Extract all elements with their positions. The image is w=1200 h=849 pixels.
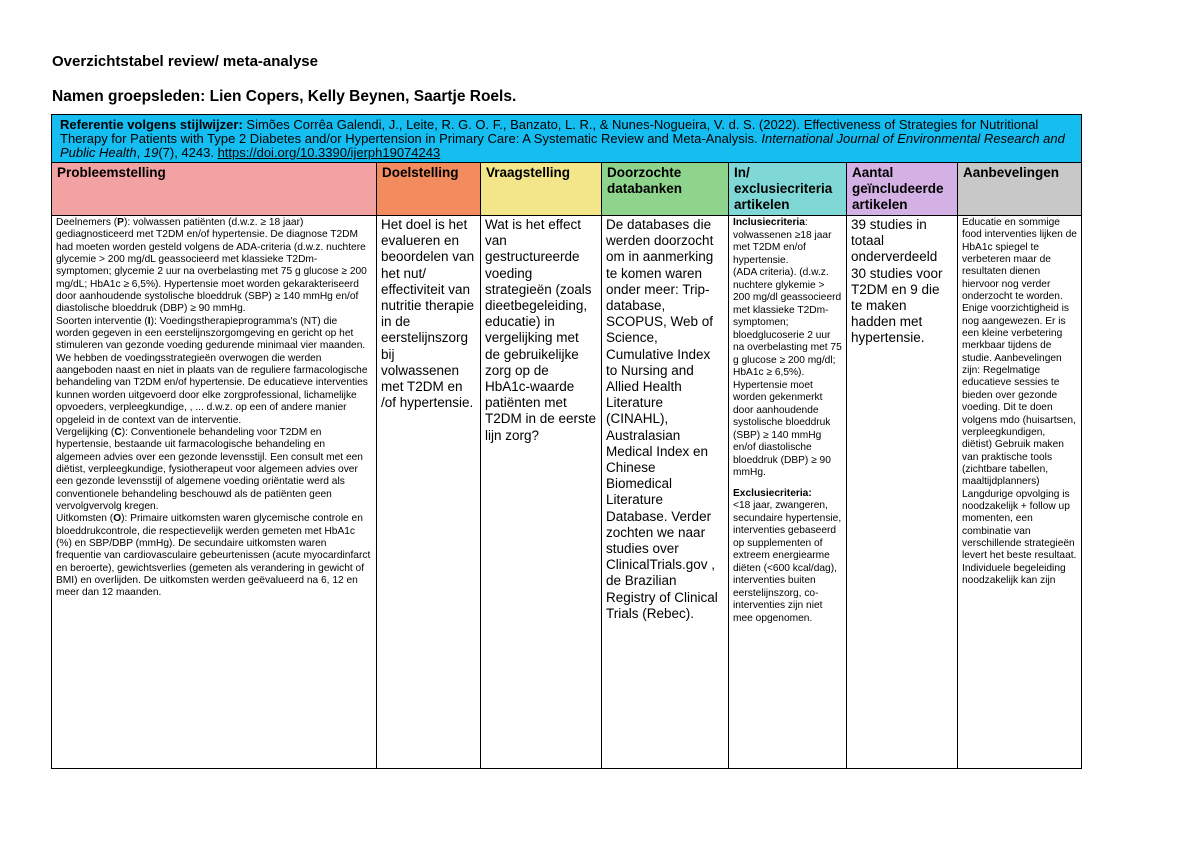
header-criteria: In/ exclusiecriteria artikelen bbox=[729, 163, 847, 216]
cell-aantal: 39 studies in totaal onderverdeeld 30 studies voor T2DM en 9 die te maken hadden met hypertensie. bbox=[847, 216, 958, 769]
content-row bbox=[52, 216, 1082, 769]
header-aantal: Aantal geïncludeerde artikelen bbox=[847, 163, 958, 216]
reference-volume: 19 bbox=[143, 145, 159, 160]
group-members: Namen groepsleden: Lien Copers, Kelly Beynen, Saartje Roels. bbox=[52, 88, 517, 105]
exclusion-label: Exclusiecriteria: bbox=[733, 487, 812, 499]
reference-cell bbox=[52, 115, 1082, 163]
cell-aanbevelingen: Educatie en sommige food interventies lijken de HbA1c spiegel te verbeteren maar de resultaten dienen hiervoor nog verder onderzocht te worden. Enige voorzichtigheid is nog aangewezen. Er is een kleine verbetering merkbaar tijdens de studie. Aanbevelingen zijn: Regelmatige educatieve sessies te bieden over gezonde voeding. Dit te doen volgens mdo (huisartsen, verpleegkundigen, diëtist) Gebruik maken van praktische tools (zichtbare tabellen, maaltijdplanners) Langdurige opvolging is noodzakelijk + follow up momenten, een combinatie van verschillende strategieën levert het beste resultaat. Individuele begeleiding noodzakelijk kan zijn bbox=[958, 216, 1082, 769]
reference-row bbox=[52, 115, 1082, 163]
cell-probleemstelling bbox=[52, 216, 377, 769]
header-databanken: Doorzochte databanken bbox=[602, 163, 729, 216]
reference-citation: Simões Corrêa Galendi, J., Leite, R. G. O. F., Banzato, L. R., & Nunes-Nogueira, V. d. S. (2022). Effectiveness of Strategies for Nutritional Therapy for Patients with Type 2 Diabetes and/or Hypertension in Primary Care: A Systematic Review and Meta-Analysis. bbox=[60, 117, 1039, 146]
document-title: Overzichtstabel review/ meta-analyse bbox=[52, 53, 318, 70]
header-aanbevelingen: Aanbevelingen bbox=[958, 163, 1082, 216]
cell-criteria bbox=[729, 216, 847, 769]
reference-journal: International Journal of Environmental Research and Public Health bbox=[60, 131, 1065, 160]
pico-intervention: Soorten interventie (I): Voedingstherapieprogramma's (NT) die worden gegeven in een eerstelijnszorgomgeving en gericht op het stimuleren van gezonde voeding gedurende minimaal vier maanden. We hebben de voedingsstrategieën overwogen die werden aangeboden naast en niet in plaats van de reguliere farmacologische behandeling van T2DM en/of hypertensie. De educatieve interventies kunnen worden uitgevoerd door elke zorgprofessional, lichamelijke opvoeders, verpleegkundige, , ... d.w.z. op een of andere manier opgeleid in de context van de interventie. bbox=[56, 315, 368, 426]
header-probleemstelling: Probleemstelling bbox=[52, 163, 377, 216]
pico-outcomes: Uitkomsten (O): Primaire uitkomsten waren glycemische controle en bloeddrukcontrole, die respectievelijk werden gemeten met HbA1c (%) en SBP/DBP (mmHg). De secundaire uitkomsten waren frequentie van cardiovasculaire gebeurtenissen (acute myocardinfarct en beroerte), gewichtsverlies (gemeten als verandering in gewicht of BMI) en overlijden. De uitkomsten werden geëvalueerd na 6, 12 en meer dan 12 maanden. bbox=[56, 513, 371, 599]
reference-label: Referentie volgens stijlwijzer: bbox=[60, 117, 243, 132]
pico-comparison: Vergelijking (C): Conventionele behandeling voor T2DM en hypertensie, bestaande uit farmacologische behandeling en algemeen advies over een gezonde levensstijl. Een consult met een diëtist, verpleegkundige, fysiotherapeut voor algemeen advies over een gezonde levensstijl of algemene voeding oriëntatie werd als conventionele behandeling beschouwd als de patiënten geen vervolgvervolg kregen. bbox=[56, 426, 363, 512]
reference-issue: (7), 4243. bbox=[158, 145, 218, 160]
header-doelstelling: Doelstelling bbox=[377, 163, 481, 216]
cell-databanken: De databases die werden doorzocht om in aanmerking te komen waren onder meer: Trip-database, SCOPUS, Web of Science, Cumulative Index to Nursing and Allied Health Literature (CINAHL), Australasian Medical Index en Chinese Biomedical Literature Database. Verder zochten we naar studies over ClinicalTrials.gov , de Brazilian Registry of Clinical Trials (Rebec). bbox=[602, 216, 729, 769]
cell-doelstelling: Het doel is het evalueren en beoordelen van het nut/ effectiviteit van nutritie therapie in de eerstelijnszorg bij volwassenen met T2DM en /of hypertensie. bbox=[377, 216, 481, 769]
cell-vraagstelling: Wat is het effect van gestructureerde voeding strategieën (zoals dieetbegeleiding, educatie) in vergelijking met de gebruikelijke zorg op de HbA1c-waarde patiënten met T2DM in de eerste lijn zorg? bbox=[481, 216, 602, 769]
inclusion-detail: (ADA criteria). (d.w.z. nuchtere glykemie > 200 mg/dl geassocieerd met klassieke T2Dm-symptomen; bloedglucoserie 2 uur na overbelasting met 75 g glucose ≥ 200 mg/dl; HbA1c ≥ 6,5%). Hypertensie moet worden gekenmerkt door aanhoudende systolische bloeddruk (SBP) ≥ 140 mmHg en/of diastolische bloeddruk (DBP) ≥ 90 mmHg. bbox=[733, 267, 842, 478]
reference-sep: , bbox=[136, 145, 144, 160]
overview-table bbox=[51, 114, 1082, 769]
exclusion-criteria: <18 jaar, zwangeren, secundaire hypertensie, interventies gebaseerd op supplementen of extreem energiearme diëten (<600 kcal/dag), interventies buiten eerstelijnszorg, co-interventies zijn niet mee opgenomen. bbox=[733, 500, 842, 624]
pico-participants: Deelnemers (P): volwassen patiënten (d.w.z. ≥ 18 jaar) gediagnosticeerd met T2DM en/of hypertensie. De diagnose T2DM had moeten worden gesteld volgens de ADA-criteria (d.w.z. nuchtere glycemie > 200 mg/dL geassocieerd met klassieke T2Dm-symptomen; glycemie 2 uur na overbelasting met 75 g glucose ≥ 200 mg/dL; HbA1c ≥ 6,5%). Hypertensie moet worden gekarakteriseerd door aanhoudende systolische bloeddruk (SBP) ≥ 140 mmHg en/of diastolische bloeddruk (DBP) ≥ 90 mmHg. bbox=[56, 217, 367, 315]
header-vraagstelling: Vraagstelling bbox=[481, 163, 602, 216]
header-row bbox=[52, 163, 1082, 216]
doi-link[interactable]: https://doi.org/10.3390/ijerph19074243 bbox=[217, 145, 441, 160]
inclusion-criteria: Inclusiecriteria: volwassenen ≥18 jaar met T2DM en/of hypertensie. bbox=[733, 217, 832, 266]
